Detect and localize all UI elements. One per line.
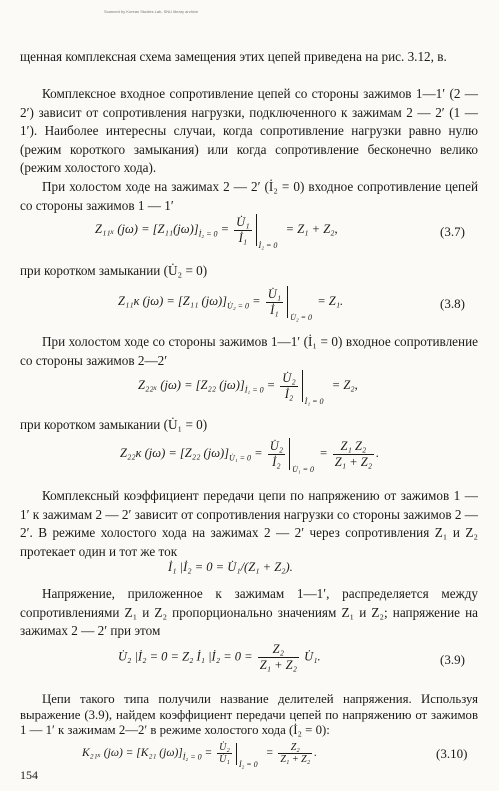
eval-condition: İ₁ = 0 [304, 397, 324, 406]
eq-fraction [268, 439, 285, 470]
eval-bar [289, 438, 316, 474]
eq-lhs-condition: İ₂ = 0 [198, 229, 218, 239]
eq-numerator: U̇₂ [269, 438, 284, 453]
equation-3-9 [0, 642, 499, 686]
eq-lhs-condition: İ₁ = 0 [244, 385, 264, 395]
eq-fraction [217, 742, 232, 765]
equation-z22x: Z₂₂ₓ (jω) = [Z₂₂ $(j\omega)]_{İ_1 = 0}$ = $\frac{\text{U̇₂}}{\text{İ₂}}$ İ₁ = 0 = Z₂, [138, 370, 358, 406]
eq-lhs: Z₂₂ₓ (jω) = [Z₂₂ (jω)] [138, 377, 245, 392]
eq-denominator: İ₁ [238, 230, 248, 245]
eq-fraction [280, 371, 297, 402]
equation-number: (3.10) [436, 746, 468, 761]
eq-denominator: U̇₁ [219, 754, 230, 765]
eq-lhs: Z₁₁к (jω) = [Z₁₁ (jω)] [118, 293, 228, 308]
eval-bar [302, 370, 329, 406]
paragraph-3: При холостом ходе на зажимах 2 — 2′ (İ₂ = 0) входное сопротивление цепей со стороны зажимов 1 — 1′ [20, 179, 478, 213]
eq-fraction [266, 287, 283, 318]
paragraph-6: при коротком замыкании (U̇₁ = 0) [20, 417, 208, 432]
eq-numerator: U̇₁ [236, 214, 250, 229]
eq-lhs-condition: İ₂ = 0 [182, 752, 202, 762]
eq-rhs-tail: . [314, 747, 318, 760]
eq-rhs-denominator: Z₁ + Z₂ [334, 454, 373, 469]
eq-rhs: = Z₂, [331, 377, 358, 392]
eq-lhs: U̇₂ |İ₂ = 0 = Z₂ İ₁ |İ₂ = 0 = [118, 649, 253, 664]
eq-numerator: U̇₂ [219, 742, 230, 753]
paragraph-4: при коротком замыкании (U̇₂ = 0) [20, 263, 208, 278]
equation-3-7: Z₁₁ₓ $(j\omega) = [Z_{11}(j\omega)]_{İ_2 = 0}$ = $\frac{\text{U̇₁}}{\text{İ₁}}$ İ₂ = 0 = Z₁ + Z₂, (3.7) [95, 214, 465, 250]
eq-lhs: Z₂₂к (jω) = [Z₂₂ (jω)] [120, 445, 230, 460]
eval-condition: U̇₂ = 0 [290, 313, 313, 322]
eval-condition: U̇₁ = 0 [292, 465, 315, 474]
paragraph-5: При холостом ходе со стороны зажимов 1—1′ (İ₁ = 0) входное сопротивление со стороны зажимов 2—2′ [20, 334, 478, 368]
eq-lhs: K₂₁ₓ (jω) = [K₂₁ (jω)] [82, 747, 183, 760]
equation-3-8: Z₁₁к (jω) = [Z₁₁ $(j\omega)]_{U̇_2 = 0}$ = $\frac{\text{U̇₁}}{\text{İ₁}}$ U̇₂ = 0 = Z₁. (3.8) [118, 286, 465, 322]
eq-rhs: = Z₁. [317, 293, 344, 308]
equation-3-10: K₂₁ₓ (jω) = [K₂₁ $(j\omega)]_{İ_2 = 0}$ = $\frac{\text{U̇₂}}{\text{U̇₁}}$ İ₂ = 0 = $\frac{\text{Z₂}}{\text{Z₁ + Z₂}}$ . (3.10) [82, 742, 468, 769]
eq-fraction [234, 215, 251, 246]
paragraph-1: щенная комплексная схема замещения этих цепей приведена на рис. 3.12, в. [20, 49, 447, 64]
eval-bar [256, 214, 283, 250]
paragraph-7: Комплексный коэффициент передачи цепи по напряжению от зажимов 1 — 1′ к зажимам 2 — 2′ зависит от сопротивления нагрузки со стороны зажимов 2 — 2′. В режиме холостого хода на зажимах 2 — 2′ через сопротивления Z₁ и Z₂ протекает один и тот же ток [20, 488, 478, 559]
eq-denominator: İ₁ [270, 302, 279, 317]
paragraph-9: Цепи такого типа получили название делителей напряжения. Используя выражение (3.9), найдем коэффициент передачи цепей по напряжению от зажимов 1 — 1′ к зажимам 2—2′ в режиме холостого хода (İ₂ = 0): [20, 692, 478, 737]
eval-condition: İ₂ = 0 [238, 759, 258, 769]
eq-numerator: U̇₂ [282, 370, 296, 385]
equation-number: (3.9) [440, 652, 465, 667]
eval-bar [236, 743, 263, 769]
paragraph-2: Комплексное входное сопротивление цепей со стороны зажимов 1—1′ (2 — 2′) зависит от сопротивления нагрузки, подключенного к зажимам 2 — 2′ (1 — 1′). Наиболее интересны случаи, когда сопротивление нагрузки равно нулю (режим короткого замыкания) или когда сопротивление бесконечно велико (режим холостого хода). [20, 86, 478, 175]
equation-number: (3.8) [440, 296, 465, 311]
page-number: 154 [20, 768, 38, 782]
eq-denominator: İ₂ [272, 454, 281, 469]
eval-condition: İ₂ = 0 [258, 241, 278, 250]
eq-lhs: Z₁₁ₓ (jω) = [Z₁₁(jω)] [95, 221, 199, 236]
eq-lhs-condition: U̇₂ = 0 [227, 301, 250, 311]
eq-rhs-tail: . [376, 445, 380, 460]
eq-denominator: İ₂ [284, 386, 294, 401]
eq-rhs-equals: = [265, 747, 274, 760]
paragraph-8: Напряжение, приложенное к зажимам 1—1′, распределяется между сопротивлениями Z₁ и Z₂ пропорционально значениям Z₁ и Z₂; напряжение на зажимах 2 — 2′ при этом [20, 586, 478, 638]
eq-rhs-numerator: Z₁ Z₂ [333, 439, 374, 455]
eq-numerator: Z₂ [258, 642, 299, 658]
eq-rhs-numerator: Z₂ [278, 742, 312, 754]
eq-lhs-condition: U̇₁ = 0 [229, 453, 252, 463]
eq-rhs: = Z₁ + Z₂, [285, 221, 338, 236]
eq-rhs-fraction [333, 439, 374, 470]
scan-stamp: Scanned by Korean Studies Lab, SNU library archive [104, 9, 199, 14]
equation-current [0, 560, 499, 582]
equation-number: (3.7) [440, 224, 465, 239]
eq-numerator: U̇₁ [267, 286, 282, 301]
eq-rhs-denominator: Z₁ + Z₂ [280, 754, 311, 765]
equation-z22k: Z₂₂к (jω) = [Z₂₂ $(j\omega)]_{U̇_1 = 0}$ = $\frac{\text{U̇₂}}{\text{İ₂}}$ U̇₁ = 0 = $\frac{\text{Z₁ Z₂}}{\text{Z₁ + Z₂}}$ . [120, 438, 380, 474]
eval-bar [287, 286, 314, 322]
eq-denominator: Z₁ + Z₂ [259, 658, 297, 672]
eq-fraction [258, 642, 299, 673]
eq-current-text: İ₁ |İ₂ = 0 = U̇₁/(Z₁ + Z₂). [168, 560, 293, 574]
eq-tail: U̇₁. [304, 649, 321, 664]
eq-rhs-fraction [278, 742, 312, 765]
eq-rhs-equals: = [319, 445, 328, 460]
